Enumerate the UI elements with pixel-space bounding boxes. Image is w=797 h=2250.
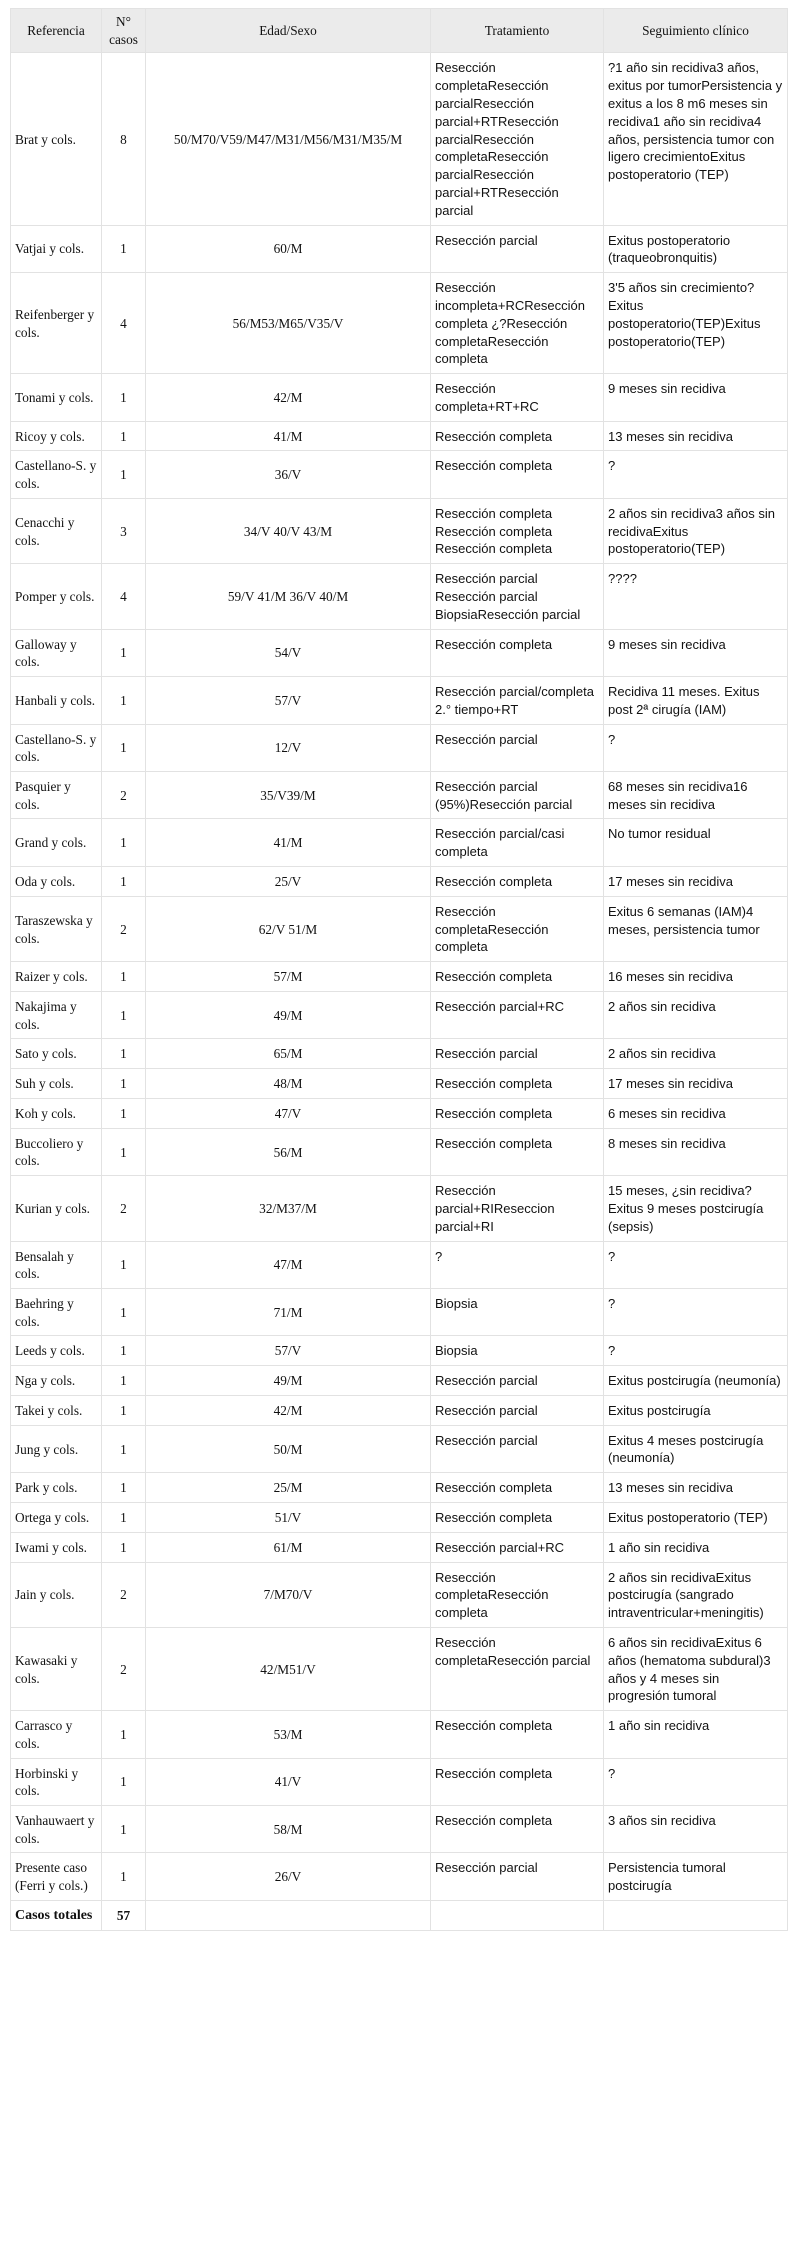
table-header (11, 9, 788, 53)
cell-seguimiento: 2 años sin recidivaExitus postcirugía (sangrado intraventricular+meningitis) (604, 1562, 788, 1627)
cell-n-casos: 1 (102, 1503, 146, 1533)
cell-tratamiento: Resección completa (431, 1503, 604, 1533)
cell-referencia: Buccoliero y cols. (11, 1128, 102, 1175)
cell-referencia: Reifenberger y cols. (11, 273, 102, 374)
cell-edad-sexo: 26/V (146, 1853, 431, 1901)
cell-seguimiento: 68 meses sin recidiva16 meses sin recidiva (604, 771, 788, 819)
table-row (11, 819, 788, 867)
cell-n-casos: 1 (102, 1532, 146, 1562)
table-row (11, 1288, 788, 1335)
table-row (11, 1853, 788, 1901)
cell-referencia: Taraszewska y cols. (11, 896, 102, 961)
table-row (11, 1069, 788, 1099)
cell-n-casos: 1 (102, 1288, 146, 1335)
cell-n-casos: 1 (102, 1473, 146, 1503)
table-row (11, 53, 788, 225)
table-row (11, 1711, 788, 1758)
table-row (11, 896, 788, 961)
cell-referencia: Baehring y cols. (11, 1288, 102, 1335)
table-row (11, 1473, 788, 1503)
table-row (11, 1128, 788, 1175)
table-row (11, 1562, 788, 1627)
cell-tratamiento: Resección completaResección completa (431, 896, 604, 961)
cell-n-casos: 1 (102, 962, 146, 992)
cell-seguimiento: 13 meses sin recidiva (604, 1473, 788, 1503)
cell-seguimiento: ???? (604, 564, 788, 629)
cell-n-casos: 1 (102, 629, 146, 676)
cell-edad-sexo: 47/V (146, 1099, 431, 1129)
header-n-casos: N° casos (102, 9, 146, 53)
cell-seguimiento: Exitus postcirugía (neumonía) (604, 1366, 788, 1396)
cell-tratamiento: Resección parcial (431, 1039, 604, 1069)
cell-tratamiento: Resección completa (431, 1473, 604, 1503)
table-row (11, 1503, 788, 1533)
cell-seguimiento: 13 meses sin recidiva (604, 421, 788, 451)
cell-tratamiento: Resección parcial+RC (431, 1532, 604, 1562)
cell-seguimiento: ? (604, 1758, 788, 1805)
cell-n-casos: 1 (102, 1425, 146, 1473)
cell-n-casos: 1 (102, 1395, 146, 1425)
cell-referencia: Brat y cols. (11, 53, 102, 225)
cell-seguimiento: 3 años sin recidiva (604, 1805, 788, 1852)
cell-tratamiento: Biopsia (431, 1336, 604, 1366)
cell-seguimiento: 9 meses sin recidiva (604, 374, 788, 422)
cell-tratamiento: Resección parcial (431, 1366, 604, 1396)
cell-tratamiento: Resección completa (431, 451, 604, 498)
cell-seguimiento: Exitus 6 semanas (IAM)4 meses, persistencia tumor (604, 896, 788, 961)
cell-tratamiento: Resección parcial+RC (431, 992, 604, 1039)
cell-edad-sexo: 34/V 40/V 43/M (146, 498, 431, 563)
cell-edad-sexo: 49/M (146, 992, 431, 1039)
cell-n-casos: 4 (102, 564, 146, 629)
cell-edad-sexo: 32/M37/M (146, 1176, 431, 1241)
cell-tratamiento: ? (431, 1241, 604, 1288)
cell-edad-sexo: 60/M (146, 225, 431, 273)
total-count: 57 (102, 1900, 146, 1931)
cell-seguimiento: 15 meses, ¿sin recidiva?Exitus 9 meses postcirugía (sepsis) (604, 1176, 788, 1241)
cell-seguimiento: 2 años sin recidiva3 años sin recidivaExitus postoperatorio(TEP) (604, 498, 788, 563)
cell-seguimiento: 17 meses sin recidiva (604, 867, 788, 897)
cell-n-casos: 1 (102, 1099, 146, 1129)
cell-n-casos: 1 (102, 1805, 146, 1852)
cell-edad-sexo: 36/V (146, 451, 431, 498)
cell-tratamiento: Resección completa (431, 1758, 604, 1805)
cell-edad-sexo: 42/M (146, 374, 431, 422)
cell-n-casos: 1 (102, 819, 146, 867)
cell-referencia: Presente caso (Ferri y cols.) (11, 1853, 102, 1901)
cell-edad-sexo: 53/M (146, 1711, 431, 1758)
cell-edad-sexo: 56/M53/M65/V35/V (146, 273, 431, 374)
cell-seguimiento: Exitus postcirugía (604, 1395, 788, 1425)
cell-n-casos: 1 (102, 451, 146, 498)
cell-edad-sexo: 48/M (146, 1069, 431, 1099)
cell-tratamiento: Resección parcial/completa 2.° tiempo+RT (431, 676, 604, 724)
cell-edad-sexo: 25/V (146, 867, 431, 897)
cell-n-casos: 2 (102, 1562, 146, 1627)
cell-seguimiento: 16 meses sin recidiva (604, 962, 788, 992)
cell-seguimiento: 2 años sin recidiva (604, 992, 788, 1039)
cell-referencia: Raizer y cols. (11, 962, 102, 992)
cell-n-casos: 1 (102, 867, 146, 897)
cell-referencia: Nga y cols. (11, 1366, 102, 1396)
table-row (11, 273, 788, 374)
cell-referencia: Hanbali y cols. (11, 676, 102, 724)
cell-seguimiento: 3'5 años sin crecimiento?Exitus postoperatorio(TEP)Exitus postoperatorio(TEP) (604, 273, 788, 374)
cell-tratamiento: Resección parcial/casi completa (431, 819, 604, 867)
cell-referencia: Castellano-S. y cols. (11, 724, 102, 771)
header-referencia: Referencia (11, 9, 102, 53)
cell-edad-sexo: 50/M (146, 1425, 431, 1473)
cell-edad-sexo: 71/M (146, 1288, 431, 1335)
cell-edad-sexo: 42/M (146, 1395, 431, 1425)
table-row (11, 1039, 788, 1069)
table-row (11, 374, 788, 422)
cell-referencia: Ortega y cols. (11, 1503, 102, 1533)
table-row (11, 1366, 788, 1396)
cell-edad-sexo: 41/M (146, 421, 431, 451)
cell-tratamiento: Resección parcial (431, 1395, 604, 1425)
cell-referencia: Iwami y cols. (11, 1532, 102, 1562)
cell-referencia: Takei y cols. (11, 1395, 102, 1425)
cell-referencia: Grand y cols. (11, 819, 102, 867)
cell-edad-sexo: 41/V (146, 1758, 431, 1805)
cell-edad-sexo: 59/V 41/M 36/V 40/M (146, 564, 431, 629)
cell-referencia: Horbinski y cols. (11, 1758, 102, 1805)
cell-seguimiento: Recidiva 11 meses. Exitus post 2ª cirugía (IAM) (604, 676, 788, 724)
table-row (11, 1241, 788, 1288)
cell-edad-sexo: 61/M (146, 1532, 431, 1562)
cell-seguimiento: ? (604, 724, 788, 771)
cell-n-casos: 1 (102, 421, 146, 451)
cell-n-casos: 2 (102, 896, 146, 961)
table-row (11, 1395, 788, 1425)
table-row (11, 992, 788, 1039)
cell-referencia: Koh y cols. (11, 1099, 102, 1129)
cell-n-casos: 4 (102, 273, 146, 374)
cell-tratamiento: Resección completa (431, 1805, 604, 1852)
total-empty-cell (431, 1900, 604, 1931)
cell-seguimiento: Exitus 4 meses postcirugía (neumonía) (604, 1425, 788, 1473)
cell-edad-sexo: 57/M (146, 962, 431, 992)
cell-edad-sexo: 47/M (146, 1241, 431, 1288)
cell-edad-sexo: 58/M (146, 1805, 431, 1852)
table-row (11, 676, 788, 724)
total-empty-cell (146, 1900, 431, 1931)
cell-edad-sexo: 62/V 51/M (146, 896, 431, 961)
cell-n-casos: 1 (102, 1711, 146, 1758)
cell-edad-sexo: 42/M51/V (146, 1627, 431, 1710)
cell-n-casos: 1 (102, 1758, 146, 1805)
cell-tratamiento: Resección completa Resección completa Resección completa (431, 498, 604, 563)
cell-tratamiento: Resección incompleta+RCResección completa ¿?Resección completaResección completa (431, 273, 604, 374)
cell-seguimiento: 17 meses sin recidiva (604, 1069, 788, 1099)
cell-n-casos: 1 (102, 225, 146, 273)
cell-n-casos: 2 (102, 1176, 146, 1241)
cell-tratamiento: Biopsia (431, 1288, 604, 1335)
cell-seguimiento: ? (604, 1336, 788, 1366)
cell-edad-sexo: 65/M (146, 1039, 431, 1069)
table-row (11, 1627, 788, 1710)
cell-tratamiento: Resección parcial+RIReseccion parcial+RI (431, 1176, 604, 1241)
cell-seguimiento: ? (604, 1288, 788, 1335)
table-row (11, 867, 788, 897)
cell-seguimiento: 9 meses sin recidiva (604, 629, 788, 676)
cell-tratamiento: Resección completa+RT+RC (431, 374, 604, 422)
header-tratamiento: Tratamiento (431, 9, 604, 53)
cell-n-casos: 1 (102, 1069, 146, 1099)
cell-seguimiento: 8 meses sin recidiva (604, 1128, 788, 1175)
header-row (11, 9, 788, 53)
cell-seguimiento: Exitus postoperatorio (traqueobronquitis) (604, 225, 788, 273)
total-label: Casos totales (11, 1900, 102, 1931)
cell-n-casos: 1 (102, 992, 146, 1039)
cell-seguimiento: Exitus postoperatorio (TEP) (604, 1503, 788, 1533)
cell-seguimiento: ? (604, 1241, 788, 1288)
cell-referencia: Leeds y cols. (11, 1336, 102, 1366)
cell-referencia: Pasquier y cols. (11, 771, 102, 819)
cell-seguimiento: 2 años sin recidiva (604, 1039, 788, 1069)
table-row (11, 1099, 788, 1129)
cell-n-casos: 1 (102, 1128, 146, 1175)
cell-tratamiento: Resección parcial Resección parcial BiopsiaResección parcial (431, 564, 604, 629)
cell-seguimiento: 6 años sin recidivaExitus 6 años (hematoma subdural)3 años y 4 meses sin progresión tumoral (604, 1627, 788, 1710)
cell-tratamiento: Resección completa (431, 1069, 604, 1099)
cell-referencia: Nakajima y cols. (11, 992, 102, 1039)
cell-referencia: Park y cols. (11, 1473, 102, 1503)
cell-seguimiento: 1 año sin recidiva (604, 1532, 788, 1562)
cell-referencia: Kurian y cols. (11, 1176, 102, 1241)
cell-referencia: Vanhauwaert y cols. (11, 1805, 102, 1852)
table-row (11, 1532, 788, 1562)
cell-tratamiento: Resección completa (431, 421, 604, 451)
cell-seguimiento: ?1 año sin recidiva3 años, exitus por tumorPersistencia y exitus a los 8 m6 meses sin recidiva1 año sin recidiva4 años, persistencia tumor con ligero crecimientoExitus postoperatorio (TEP) (604, 53, 788, 225)
cell-n-casos: 3 (102, 498, 146, 563)
cell-tratamiento: Resección completa (431, 1099, 604, 1129)
table-row (11, 1425, 788, 1473)
cell-n-casos: 1 (102, 374, 146, 422)
cell-tratamiento: Resección completa (431, 867, 604, 897)
cell-tratamiento: Resección completa (431, 962, 604, 992)
cell-referencia: Suh y cols. (11, 1069, 102, 1099)
total-empty-cell (604, 1900, 788, 1931)
cell-tratamiento: Resección completa (431, 1711, 604, 1758)
cell-edad-sexo: 49/M (146, 1366, 431, 1396)
cell-edad-sexo: 7/M70/V (146, 1562, 431, 1627)
header-edad-sexo: Edad/Sexo (146, 9, 431, 53)
cell-tratamiento: Resección completaResección completa (431, 1562, 604, 1627)
table-row (11, 629, 788, 676)
cell-n-casos: 8 (102, 53, 146, 225)
cell-referencia: Vatjai y cols. (11, 225, 102, 273)
cell-n-casos: 1 (102, 1039, 146, 1069)
table-row (11, 1805, 788, 1852)
cell-n-casos: 2 (102, 771, 146, 819)
cell-n-casos: 1 (102, 724, 146, 771)
cell-tratamiento: Resección completaResección parcialResección parcial+RTResección parcialResección completaResección parcialResección parcial+RTResección parcial (431, 53, 604, 225)
cell-edad-sexo: 12/V (146, 724, 431, 771)
table-row (11, 771, 788, 819)
cell-edad-sexo: 35/V39/M (146, 771, 431, 819)
cell-n-casos: 1 (102, 1241, 146, 1288)
cell-n-casos: 1 (102, 1336, 146, 1366)
cell-n-casos: 1 (102, 1853, 146, 1901)
cell-tratamiento: Resección parcial (431, 225, 604, 273)
cell-referencia: Galloway y cols. (11, 629, 102, 676)
cell-edad-sexo: 57/V (146, 676, 431, 724)
cell-seguimiento: No tumor residual (604, 819, 788, 867)
cell-tratamiento: Resección completaResección parcial (431, 1627, 604, 1710)
cell-tratamiento: Resección parcial (431, 724, 604, 771)
cell-referencia: Sato y cols. (11, 1039, 102, 1069)
cell-referencia: Tonami y cols. (11, 374, 102, 422)
cell-referencia: Bensalah y cols. (11, 1241, 102, 1288)
cell-seguimiento: 6 meses sin recidiva (604, 1099, 788, 1129)
cell-edad-sexo: 56/M (146, 1128, 431, 1175)
table-row (11, 498, 788, 563)
cell-seguimiento: ? (604, 451, 788, 498)
cell-edad-sexo: 50/M70/V59/M47/M31/M56/M31/M35/M (146, 53, 431, 225)
cell-referencia: Jung y cols. (11, 1425, 102, 1473)
cell-n-casos: 1 (102, 676, 146, 724)
cell-tratamiento: Resección parcial (431, 1853, 604, 1901)
cell-edad-sexo: 41/M (146, 819, 431, 867)
cell-tratamiento: Resección completa (431, 1128, 604, 1175)
table-row (11, 724, 788, 771)
table-row (11, 962, 788, 992)
header-seguimiento: Seguimiento clínico (604, 9, 788, 53)
table-row (11, 451, 788, 498)
table-row (11, 225, 788, 273)
cell-edad-sexo: 25/M (146, 1473, 431, 1503)
cell-referencia: Jain y cols. (11, 1562, 102, 1627)
cell-referencia: Ricoy y cols. (11, 421, 102, 451)
cell-edad-sexo: 57/V (146, 1336, 431, 1366)
cell-tratamiento: Resección parcial (431, 1425, 604, 1473)
table-body (11, 53, 788, 1931)
cell-referencia: Castellano-S. y cols. (11, 451, 102, 498)
cell-referencia: Kawasaki y cols. (11, 1627, 102, 1710)
cell-n-casos: 2 (102, 1627, 146, 1710)
table-row (11, 1758, 788, 1805)
cell-tratamiento: Resección parcial (95%)Resección parcial (431, 771, 604, 819)
cell-referencia: Pomper y cols. (11, 564, 102, 629)
cases-table (10, 8, 788, 1931)
cell-referencia: Cenacchi y cols. (11, 498, 102, 563)
table-row (11, 1176, 788, 1241)
cell-referencia: Oda y cols. (11, 867, 102, 897)
table-row (11, 564, 788, 629)
cell-edad-sexo: 54/V (146, 629, 431, 676)
cell-tratamiento: Resección completa (431, 629, 604, 676)
table-row (11, 1336, 788, 1366)
cell-edad-sexo: 51/V (146, 1503, 431, 1533)
cell-referencia: Carrasco y cols. (11, 1711, 102, 1758)
table-row (11, 421, 788, 451)
cell-seguimiento: Persistencia tumoral postcirugía (604, 1853, 788, 1901)
total-row (11, 1900, 788, 1931)
cell-n-casos: 1 (102, 1366, 146, 1396)
cell-seguimiento: 1 año sin recidiva (604, 1711, 788, 1758)
